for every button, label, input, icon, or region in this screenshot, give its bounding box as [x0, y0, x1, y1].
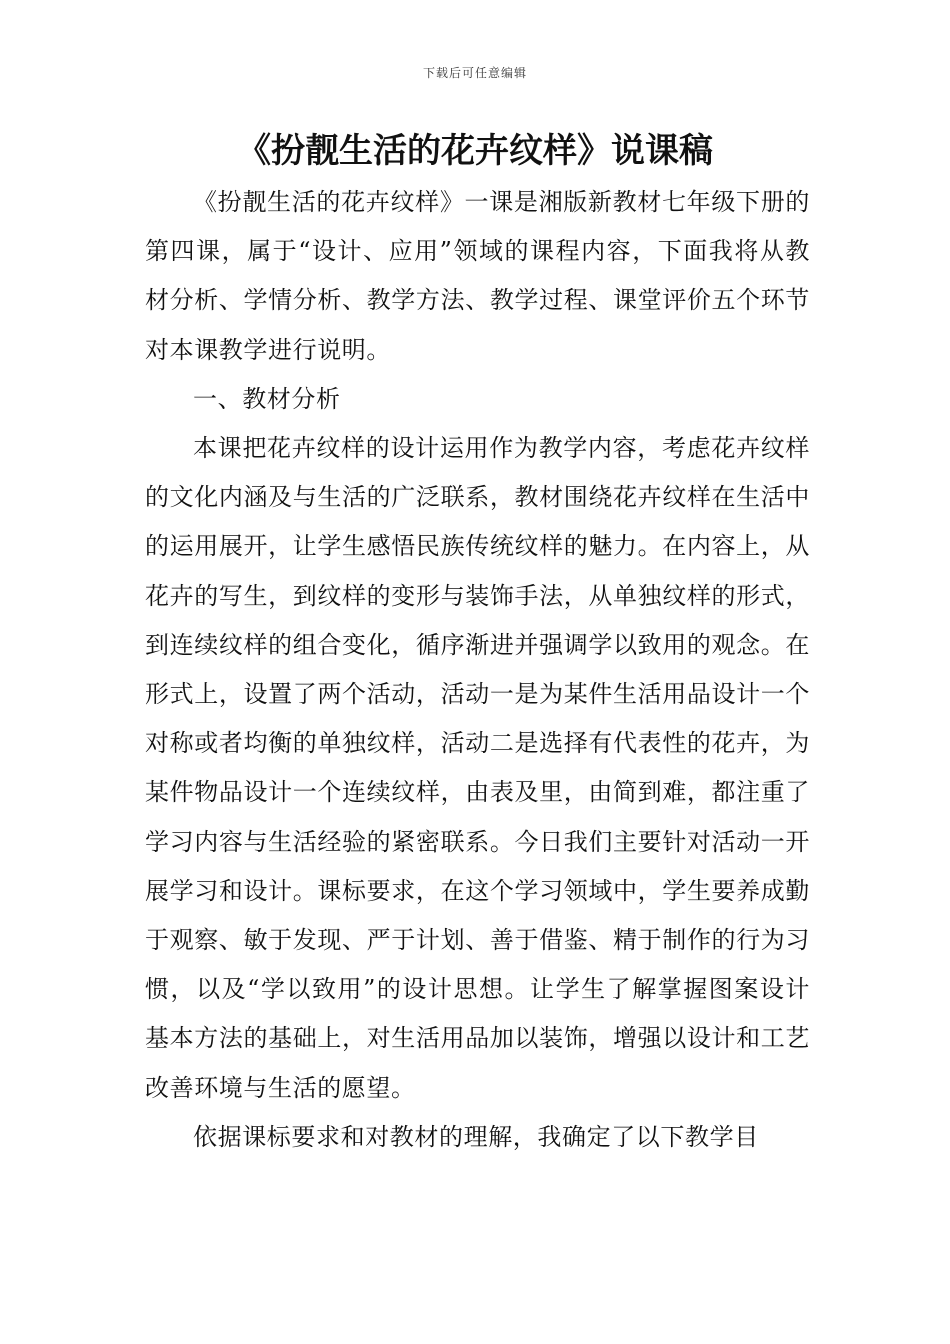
section-heading-textbook-analysis: 一、教材分析	[193, 384, 341, 413]
paragraph-intro: 《扮靓生活的花卉纹样》一课是湘版新教材七年级下册的第四课，属于“设计、应用”领域的课程内容，下面我将从教材分析、学情分析、教学方法、教学过程、课堂评价五个环节对本课教学进行说明。	[145, 188, 810, 364]
document-title: 《扮靓生活的花卉纹样》说课稿	[237, 131, 713, 171]
document-body	[145, 178, 810, 1162]
paragraph-textbook-analysis: 本课把花卉纹样的设计运用作为教学内容，考虑花卉纹样的文化内涵及与生活的广泛联系，教材围绕花卉纹样在生活中的运用展开，让学生感悟民族传统纹样的魅力。在内容上，从花卉的写生，到纹样的变形与装饰手法，从单独纹样的形式，到连续纹样的组合变化，循序渐进并强调学以致用的观念。在形式上，设置了两个活动，活动一是为某件生活用品设计一个对称或者均衡的单独纹样，活动二是选择有代表性的花卉，为某件物品设计一个连续纹样，由表及里，由简到难，都注重了学习内容与生活经验的紧密联系。今日我们主要针对活动一开展学习和设计。课标要求，在这个学习领域中，学生要养成勤于观察、敏于发现、严于计划、善于借鉴、精于制作的行为习惯，以及“学以致用”的设计思想。让学生了解掌握图案设计基本方法的基础上，对生活用品加以装饰，增强以设计和工艺改善环境与生活的愿望。	[145, 434, 810, 1102]
header-note: 下载后可任意编辑	[422, 66, 527, 80]
paragraph-teaching-goals: 依据课标要求和对教材的理解，我确定了以下教学目	[193, 1122, 759, 1151]
